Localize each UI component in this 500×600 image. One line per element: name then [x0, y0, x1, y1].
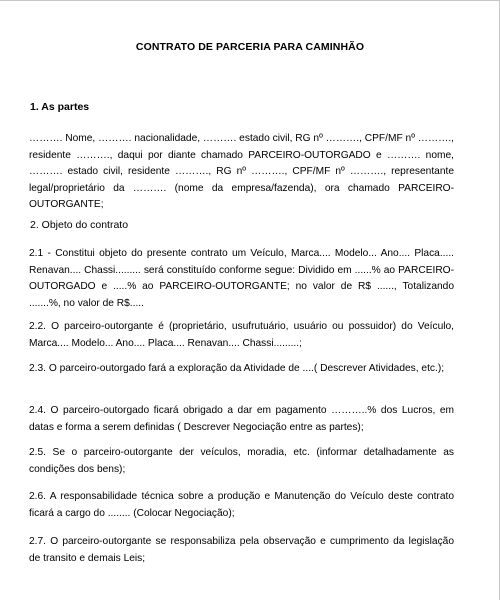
clause-2-5: 2.5. Se o parceiro-outorgante der veículos, moradia, etc. (informar detalhadamente as condições dos bens);: [29, 447, 454, 475]
section-heading-parties: 1. As partes: [30, 101, 90, 113]
clause-2-3: 2.3. O parceiro-outorgado fará a exploração da Atividade de ....( Descrever Atividades, etc.);: [29, 363, 445, 374]
clause-2-2: 2.2. O parceiro-outorgante é (proprietário, usufrutuário, usuário ou possuidor) do Veículo, Marca.... Modelo... Ano.... Placa.... Renavan.... Chassi.........;: [29, 321, 454, 349]
clause-2-4: 2.4. O parceiro-outorgado ficará obrigado a dar em pagamento ………..% dos Lucros, em datas e forma a serem definidas ( Descrever Negociação entre as partes);: [29, 405, 454, 433]
section-heading-object: 2. Objeto do contrato: [30, 219, 129, 231]
clause-2-6: 2.6. A responsabilidade técnica sobre a produção e Manutenção do Veículo deste contrato ficará a cargo do ........ (Colocar Negociação);: [29, 491, 454, 519]
document-title: CONTRATO DE PARCERIA PARA CAMINHÃO: [135, 41, 365, 53]
parties-paragraph: ………. Nome, ………. nacionalidade, ………. estado civil, RG nº ………., CPF/MF nº ………., residente ………., daqui por diante chamado PARCEIRO-OUTORGADO e ………. nome, ………. estado civil, residente ………., RG nº ………., CPF/MF nº ………., representante legal/proprietário da ………. (nome da empresa/fazenda), ora chamado PARCEIRO-OUTORGANTE;: [29, 133, 454, 210]
clause-2-7: 2.7. O parceiro-outorgante se responsabiliza pela observação e cumprimento da legislação de transito e demais Leis;: [29, 536, 454, 564]
clause-2-1: 2.1 - Constitui objeto do presente contrato um Veículo, Marca.... Modelo... Ano.... Placa..... Renavan.... Chassi......... será constituído conforme segue: Dividido em ......% ao PARCEIRO-OUTORGADO e .....% ao PARCEIRO-OUTORGANTE; no valor de R$ ......, Totalizando .......%, no valor de R$.....: [29, 248, 454, 309]
